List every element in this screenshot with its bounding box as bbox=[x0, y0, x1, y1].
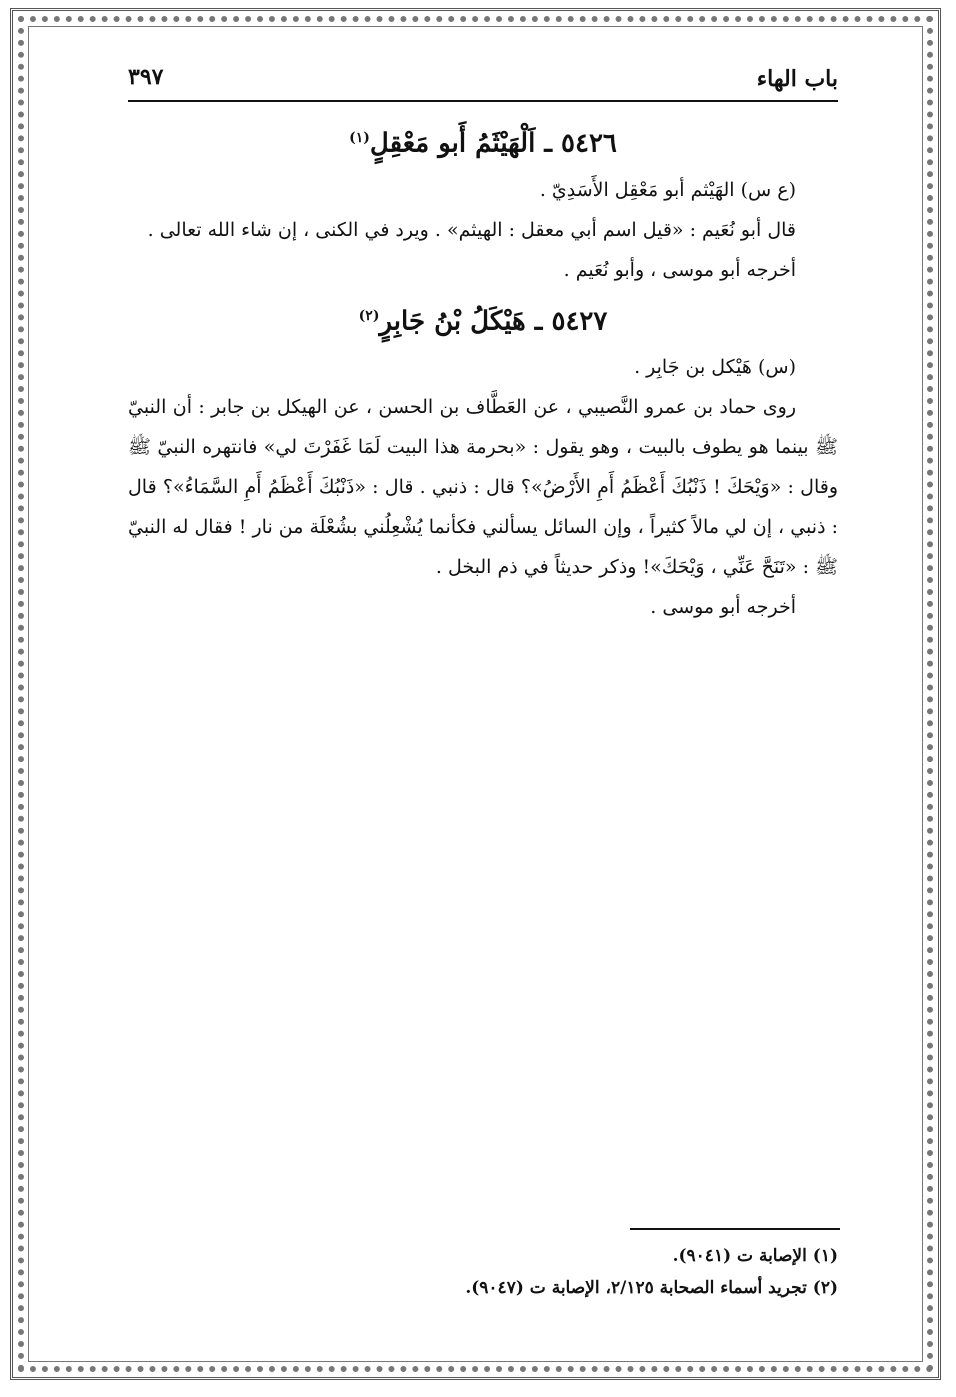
entry-paragraph: قال أبو نُعَيم : «قيل اسم أبي معقل : الهيثم» . ويرد في الكنى ، إن شاء الله تعالى . bbox=[147, 218, 796, 241]
page-body bbox=[128, 112, 838, 627]
entry-paragraph: أخرجه أبو موسى ، وأبو نُعَيم . bbox=[563, 258, 796, 281]
footnote-2: (٢) تجريد أسماء الصحابة ٢/١٢٥، الإصابة ت (٩٠٤٧). bbox=[465, 1278, 838, 1298]
entry-title-5427 bbox=[128, 290, 838, 348]
page-number: ٣٩٧ bbox=[128, 64, 164, 90]
page-header bbox=[128, 60, 838, 104]
entry-paragraph: روى حماد بن عمرو النَّصيبي ، عن العَطَّاف بن الحسن ، عن الهيكل بن جابر : أن النبيّ ﷺ بينما هو يطوف بالبيت ، وهو يقول : «بحرمة هذا البيت لَمَا غَفَرْتَ لي» فانتهره النبيّ ﷺ وقال : «وَيْحَكَ ! ذَنْبُكَ أَعْظَمُ أَمِ الأَرْضُ»؟ قال : ذنبي . قال : «ذَنْبُكَ أَعْظَمُ أَمِ السَّمَاءُ»؟ قال : ذنبي ، إن لي مالاً كثيراً ، وإن السائل يسألني فكأنما يُشْعِلُني بشُعْلَة من نار ! فقال له النبيّ ﷺ : «تَنَحَّ عَنِّي ، وَيْحَكَ»! وذكر حديثاً في ذم البخل . bbox=[128, 396, 838, 579]
entry-title-5426 bbox=[128, 112, 838, 170]
header-divider bbox=[128, 100, 838, 102]
entry-title-text: ٥٤٢٧ ـ هَيْكَلُ بْنُ جَابِرٍ bbox=[379, 306, 608, 337]
footnotes bbox=[128, 1240, 838, 1304]
footnote-divider bbox=[630, 1228, 840, 1230]
chapter-title: باب الهاء bbox=[756, 66, 838, 92]
footnote-1: (١) الإصابة ت (٩٠٤١). bbox=[672, 1246, 838, 1266]
footnote-ref: (١) bbox=[349, 130, 370, 146]
entry-paragraph: (ع س) الهَيْثم أبو مَعْقِل الأَسَدِيّ . bbox=[539, 178, 796, 201]
footnote-ref: (٢) bbox=[358, 307, 380, 324]
entry-title-text: ٥٤٢٦ ـ اَلْهَيْثَمُ أَبو مَعْقِلٍ bbox=[369, 128, 617, 159]
entry-paragraph: أخرجه أبو موسى . bbox=[650, 596, 796, 619]
entry-paragraph: (س) هَيْكل بن جَابِر . bbox=[634, 356, 796, 379]
